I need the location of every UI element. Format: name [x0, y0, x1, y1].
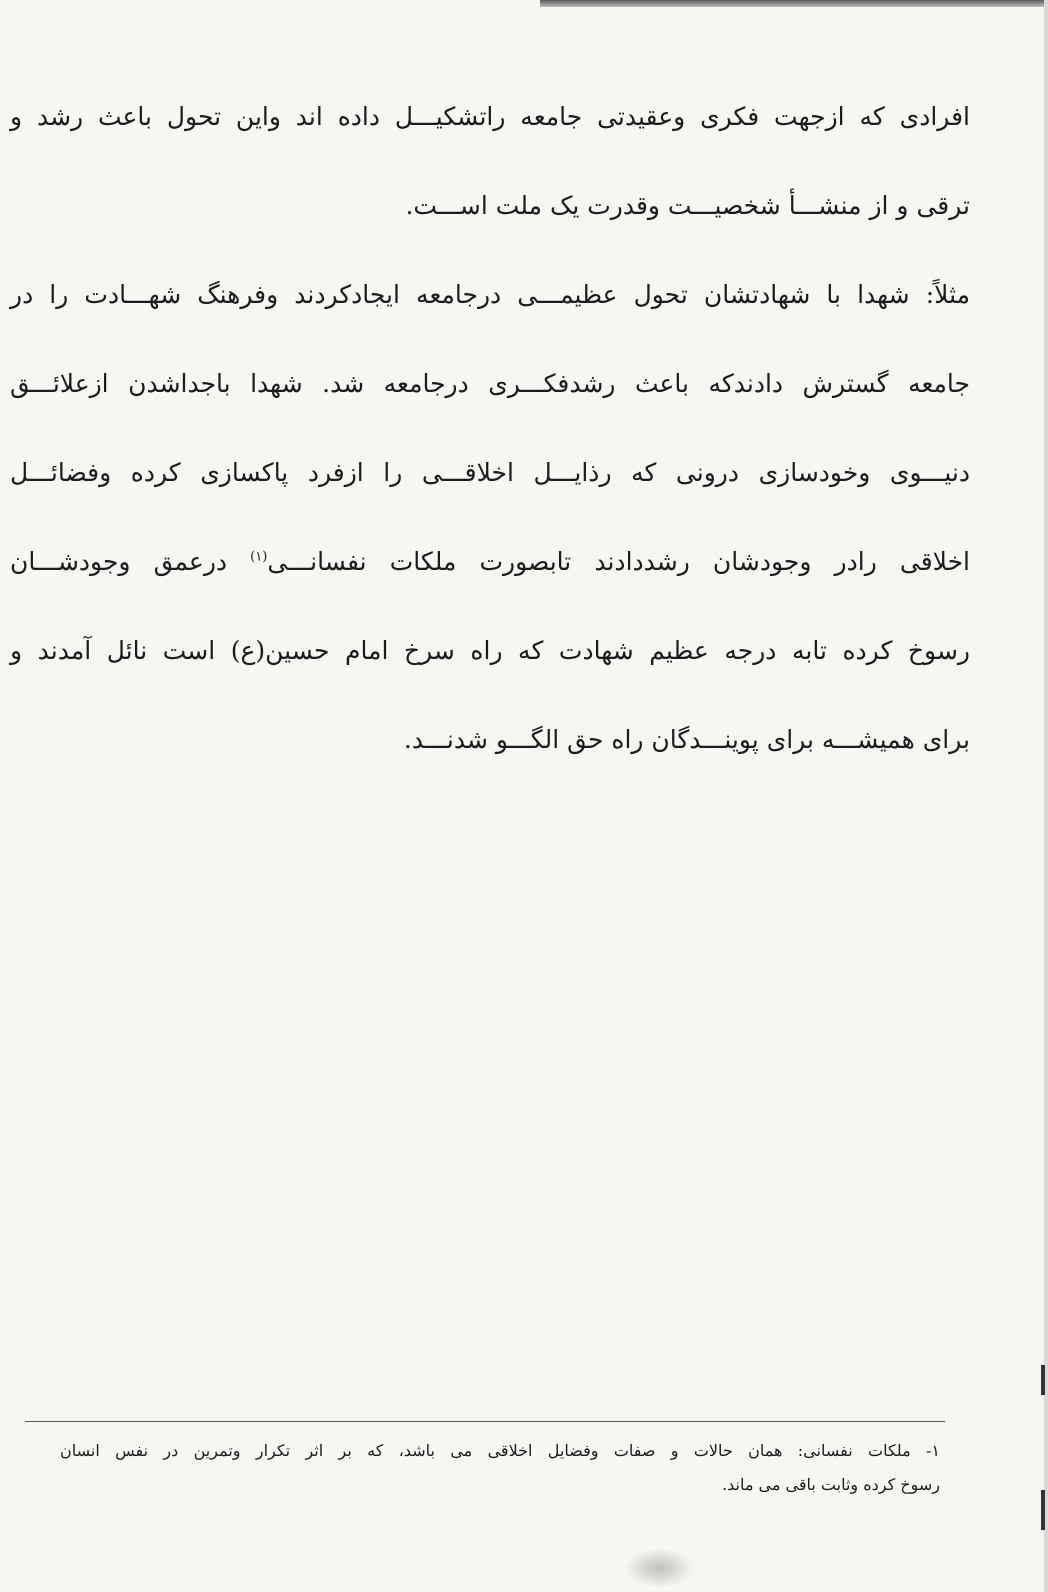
body-line-with-footnote-ref — [10, 517, 970, 606]
scan-smudge — [624, 1548, 694, 1588]
body-line: رسوخ کرده تابه درجه عظیم شهادت که راه سرخ امام حسین(ع) است نائل آمدند و — [10, 636, 970, 665]
scan-right-edge — [1044, 0, 1048, 1592]
body-text — [10, 72, 970, 784]
body-line: مثلاً: شهدا با شهادتشان تحول عظیمـــی درجامعه ایجادکردند وفرهنگ شهـــادت را در — [10, 280, 970, 309]
footnote — [60, 1434, 940, 1502]
footnote-divider — [25, 1421, 945, 1422]
body-line: جامعه گسترش دادندکه باعث رشدفکـــری درجامعه شد. شهدا باجداشدن ازعلائـــق — [10, 369, 970, 398]
body-line-text: اخلاقی رادر وجودشان رشددادند تابصورت ملکات نفسانـــی — [267, 547, 970, 576]
body-line: افرادی که ازجهت فکری وعقیدتی جامعه راتشکیـــل داده اند واین تحول باعث رشد و — [10, 102, 970, 131]
footnote-reference: (۱) — [250, 549, 268, 565]
body-line-text: درعمق وجودشـــان — [10, 547, 228, 576]
scan-top-edge — [540, 0, 1048, 7]
body-line: ترقی و از منشـــأ شخصیـــت وقدرت یک ملت اســـت. — [405, 191, 970, 220]
body-line: برای همیشـــه برای پوینـــدگان راه حق الگـــو شدنـــد. — [403, 725, 970, 754]
scan-edge-mark — [1041, 1490, 1045, 1530]
footnote-line: ۱- ملکات نفسانی: همان حالات و صفات وفضایل اخلاقی می باشد، که بر اثر تکرار وتمرین در نفس انسان — [60, 1441, 940, 1460]
footnote-line: رسوخ کرده وثابت باقی می ماند. — [722, 1475, 940, 1494]
body-line: دنیـــوی وخودسازی درونی که رذایـــل اخلاقـــی را ازفرد پاکسازی کرده وفضائـــل — [10, 458, 970, 487]
scan-edge-mark — [1041, 1365, 1045, 1395]
